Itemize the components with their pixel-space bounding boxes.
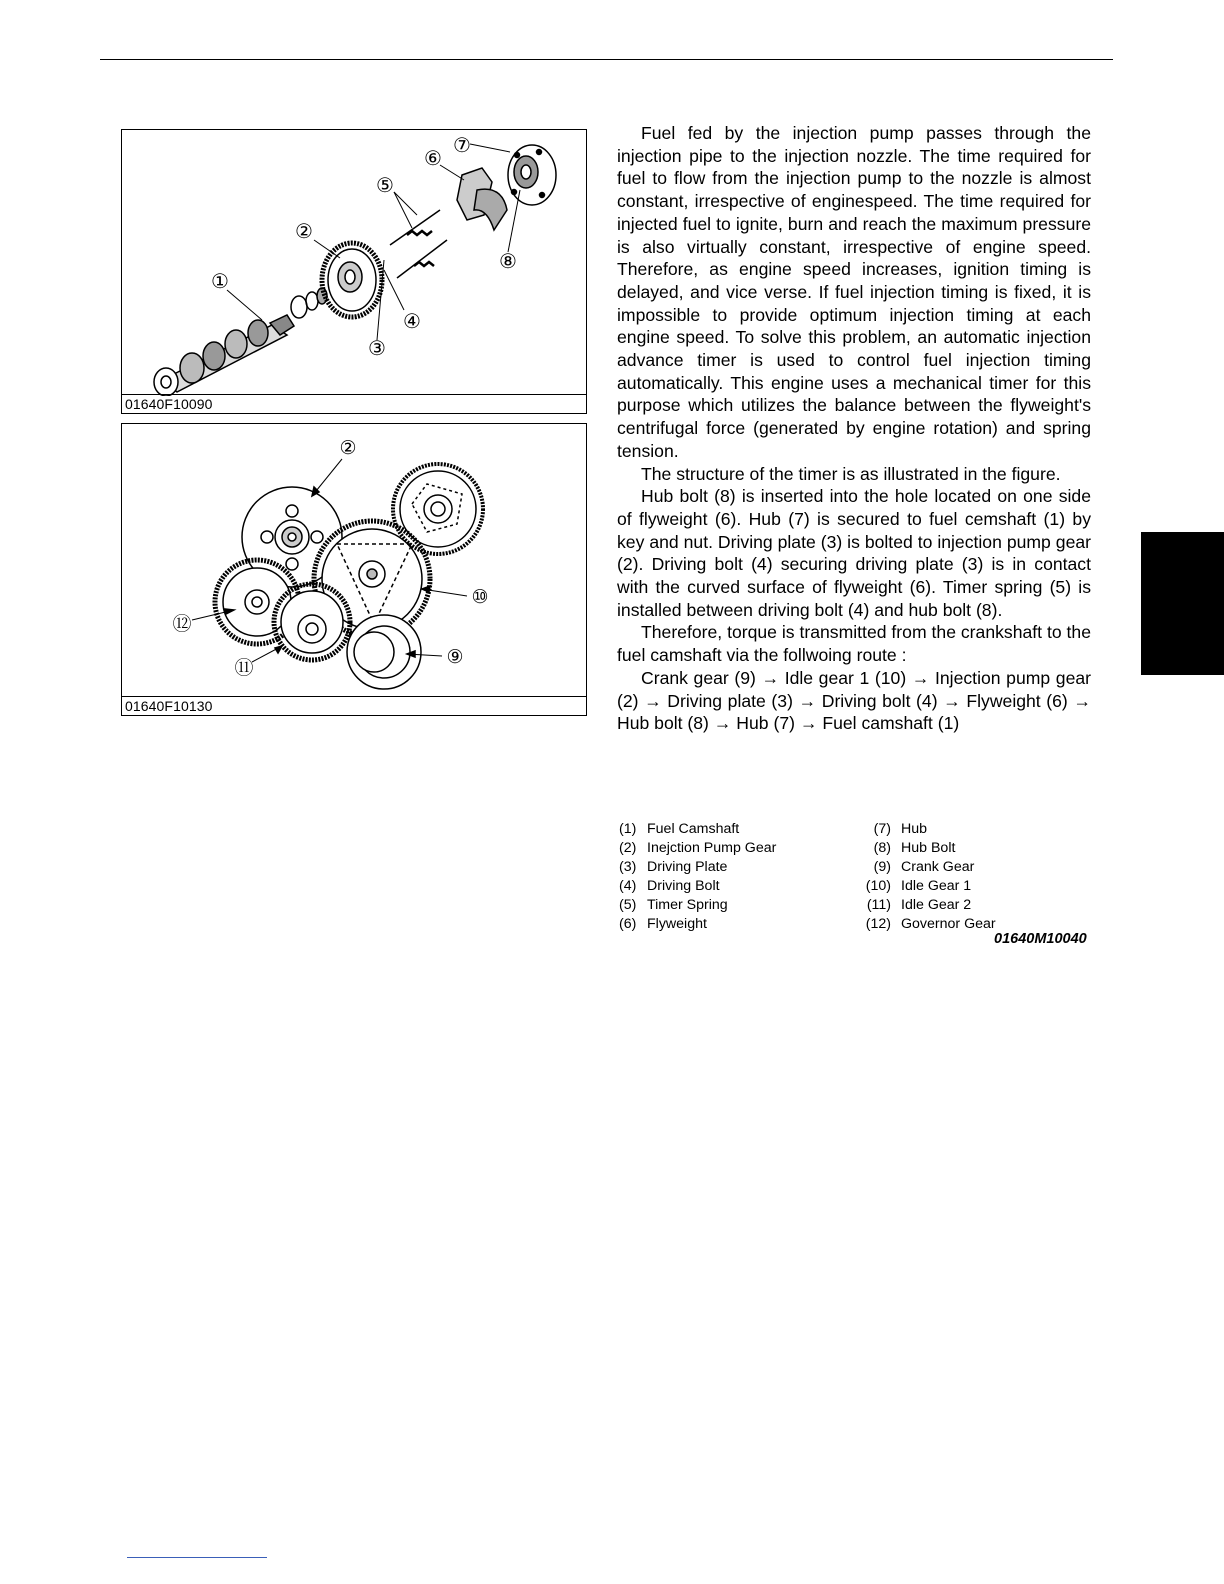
paragraph-torque: Therefore, torque is transmitted from the crankshaft to the fuel camshaft via the follwoing route : bbox=[617, 622, 1091, 666]
paragraph-intro: Fuel fed by the injection pump passes through the injection pipe to the injection nozzle. The time required for fuel to flow from the injection pump to the nozzle is almost constant, irrespective of enginespeed. The time required for injected fuel to ignite, burn and reach the maximum pressure is also virtually constant, irrespective of engine speed. Therefore, as engine speed increases, ignition timing is delayed, and vice verse. If fuel injection timing is fixed, it is impossible to provide optimum injection timing at each engine speed. To solve this problem, an automatic injection advance timer is used to control fuel injection timing automatically. This engine uses a mechanical timer for this purpose which utilizes the balance between the flyweight's centrifugal force (generated by engine rotation) and spring tension. bbox=[617, 123, 1091, 461]
footer-rule bbox=[127, 1557, 267, 1558]
injection-pump-gear-drawing bbox=[322, 243, 382, 317]
figure-timer-exploded bbox=[121, 129, 587, 414]
legend-item: (1) Fuel Camshaft bbox=[619, 821, 740, 837]
paragraph-route: Crank gear (9) → Idle gear 1 (10) → Injection pump gear (2) → Driving plate (3) → Driving bolt (4) → Flyweight (6) → Hub bolt (8) → Hub (7) → Fuel camshaft (1) bbox=[617, 667, 1091, 734]
idle-gear-2-drawing bbox=[274, 584, 350, 660]
camshaft-drawing bbox=[154, 315, 294, 396]
callout-5: ⑤ bbox=[376, 173, 394, 197]
callout-9: ⑨ bbox=[446, 646, 464, 668]
callout-1: ① bbox=[211, 269, 229, 293]
callout-7: ⑦ bbox=[453, 133, 471, 157]
callout-3: ③ bbox=[368, 336, 386, 360]
figure-gear-train bbox=[121, 423, 587, 716]
legend-item: (9) Crank Gear bbox=[873, 859, 975, 875]
callout-4: ④ bbox=[403, 309, 421, 333]
paragraph-assembly: Hub bolt (8) is inserted into the hole located on one side of flyweight (6). Hub (7) is secured to fuel cemshaft (1) by key and nut. Driving plate (3) is bolted to injection pump gear (2). Driving bolt (4) securing driving plate (3) is in contact with the curved surface of flyweight (6). Timer spring (5) is installed between driving bolt (4) and hub bolt (8). bbox=[617, 486, 1091, 620]
hub-drawing bbox=[508, 145, 556, 205]
callout-6: ⑥ bbox=[424, 146, 442, 170]
legend-item: (7) Hub bbox=[873, 821, 928, 837]
header-rule bbox=[100, 59, 1113, 60]
callout-8: ⑧ bbox=[499, 249, 517, 273]
gear-train-illustration bbox=[122, 424, 588, 717]
legend-column-right bbox=[853, 820, 996, 934]
figure-code: 01640F10130 bbox=[125, 698, 213, 714]
legend-item: (12) Governor Gear bbox=[865, 916, 996, 932]
document-code: 01640M10040 bbox=[994, 931, 1087, 947]
top-right-gear-drawing bbox=[393, 464, 483, 554]
crank-gear-drawing bbox=[347, 615, 421, 689]
body-text bbox=[617, 122, 1091, 735]
legend-item: (10) Idle Gear 1 bbox=[865, 878, 972, 894]
legend-item: (4) Driving Bolt bbox=[619, 878, 720, 894]
legend-item: (11) Idle Gear 2 bbox=[866, 897, 972, 913]
legend-item: (2) Inejction Pump Gear bbox=[619, 840, 777, 856]
legend-item: (6) Flyweight bbox=[619, 916, 707, 932]
legend-item: (8) Hub Bolt bbox=[873, 840, 956, 856]
callout-2: ② bbox=[339, 437, 357, 459]
legend-column-left bbox=[619, 820, 776, 934]
figure-caption-rule bbox=[122, 394, 586, 395]
figure-code: 01640F10090 bbox=[125, 396, 213, 412]
callout-11: ⑪ bbox=[234, 657, 254, 679]
legend-item: (3) Driving Plate bbox=[619, 859, 728, 875]
callout-10: ⑩ bbox=[471, 586, 489, 608]
legend-item: (5) Timer Spring bbox=[619, 897, 728, 913]
timer-exploded-illustration bbox=[122, 130, 588, 415]
callout-12: ⑫ bbox=[172, 613, 192, 635]
callout-2: ② bbox=[295, 219, 313, 243]
figure-caption-rule bbox=[122, 696, 586, 697]
paragraph-structure: The structure of the timer is as illustrated in the figure. bbox=[641, 463, 1061, 484]
section-tab bbox=[1141, 532, 1224, 675]
